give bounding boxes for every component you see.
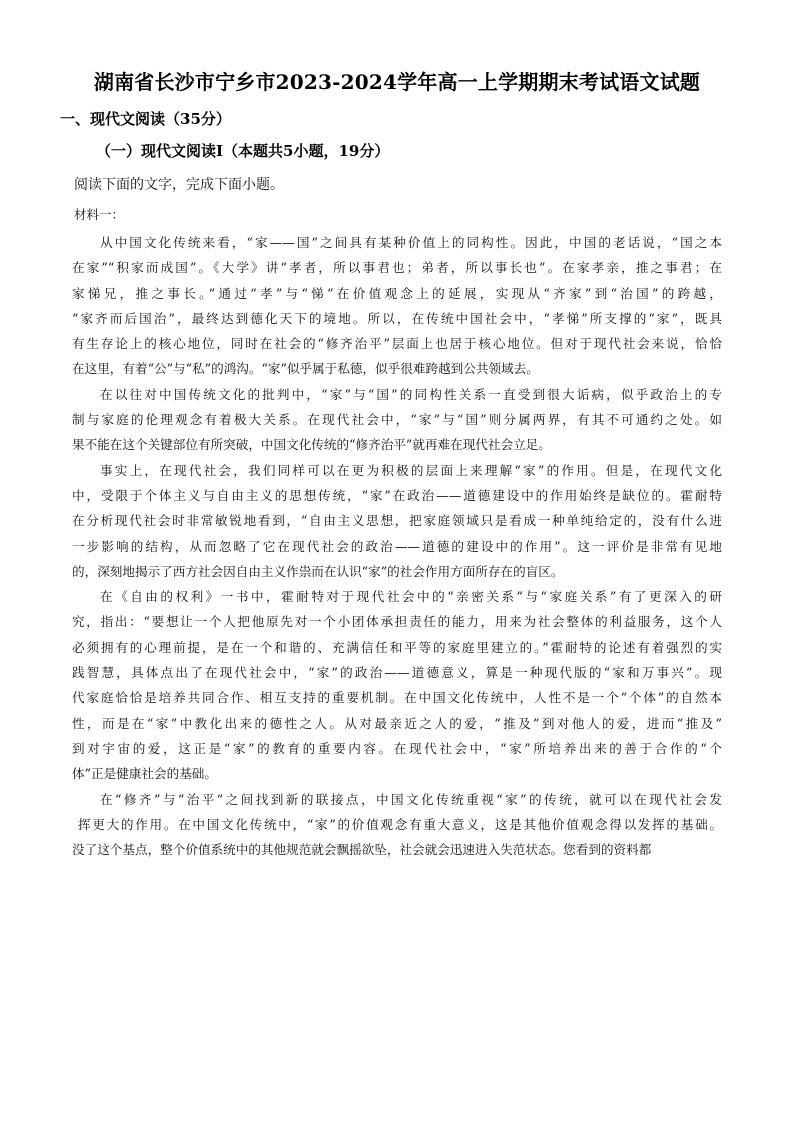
passage-line: 的，深刻地揭示了西方社会因自由主义作祟而在认识“家”的社会作用方面所存在的盲区。 bbox=[72, 563, 564, 579]
passage-line: 果不能在这个关键部位有所突破，中国文化传统的“修齐治平”就再难在现代社会立足。 bbox=[72, 437, 551, 453]
passage-line: 践智慧，具体点出了在现代社会中，“家”的政治——道德意义，算是一种现代版的“家和万事兴”。现 bbox=[72, 665, 722, 681]
passage-body bbox=[72, 230, 722, 862]
passage-line: 体”正是健康社会的基础。 bbox=[72, 766, 217, 782]
section-heading: 一、现代文阅读（35分） bbox=[60, 110, 231, 128]
passage-line: 挥更大的作用。在中国文化传统中，“家”的价值观念有重大意义，这是其他价值观念得以发挥的基础。 bbox=[78, 816, 722, 832]
passage-line: 家悌兄，推之事长。”通过“孝”与“悌”在价值观念上的延展，实现从“齐家”到“治国”的跨越， bbox=[72, 285, 722, 301]
passage-line: 到对宇宙的爱，这正是“家”的教育的重要内容。在现代社会中，“家”所培养出来的善于合作的“个 bbox=[72, 740, 722, 756]
passage-line: 一步影响的结构，从而忽略了它在现代社会的政治——道德的建设中的作用”。这一评价是非常有见地 bbox=[72, 538, 722, 554]
passage-line: 没了这个基点，整个价值系统中的其他规范就会飘摇欲坠，社会就会迅速进入失范状态。您看到的资料都 bbox=[72, 842, 652, 858]
passage-line: 从中国文化传统来看，“家——国”之间具有某种价值上的同构性。因此，中国的老话说，“国之本 bbox=[100, 235, 722, 250]
document-title: 湖南省长沙市宁乡市2023-2024学年高一上学期期末考试语文试题 bbox=[93, 70, 701, 94]
passage-line: 制与家庭的伦理观念有着极大关系。在现代社会中，“家”与“国”则分属两界，有其不可通约之处。如 bbox=[72, 412, 722, 428]
passage-line: 在分析现代社会时非常敏锐地看到，“自由主义思想，把家庭领域只是看成一种单纯给定的，没有什么进 bbox=[72, 513, 722, 529]
passage-line: 在《自由的权利》一书中，霍耐特对于现代社会中的“亲密关系”与“家庭关系”有了更深入的研 bbox=[100, 589, 722, 605]
passage-line: 中，受限于个体主义与自由主义的思想传统，“家”在政治——道德建设中的作用始终是缺位的。霍耐特 bbox=[72, 487, 722, 503]
passage-line: “家齐而后国治”，最终达到德化天下的境地。所以，在传统中国社会中，“孝悌”所支撑的“家”，既具 bbox=[72, 310, 722, 326]
passage-line: 在家”“积家而成国”。《大学》讲“孝者，所以事君也；弟者，所以事长也”。在家孝亲，推之事君；在 bbox=[72, 260, 722, 276]
passage-line: 在“修齐”与“治平”之间找到新的联接点，中国文化传统重视“家”的传统，就可以在现代社会发 bbox=[100, 791, 722, 807]
reading-instruction: 阅读下面的文字，完成下面小题。 bbox=[74, 177, 284, 193]
passage-line: 性，而是在“家”中教化出来的德性之人。从对最亲近之人的爱，“推及”到对他人的爱，进而“推及” bbox=[72, 715, 722, 731]
passage-line: 在以往对中国传统文化的批判中，“家”与“国”的同构性关系一直受到很大诟病，似乎政治上的专 bbox=[100, 386, 722, 402]
passage-line: 必须拥有的心理前提，是在一个和谐的、充满信任和平等的家庭里建立的。”霍耐特的论述有着强烈的实 bbox=[72, 639, 722, 655]
passage-line: 代家庭恰恰是培养共同合作、相互支持的重要机制。在中国文化传统中，人性不是一个“个体”的自然本 bbox=[72, 690, 722, 706]
material-label: 材料一： bbox=[74, 207, 125, 222]
passage-line: 有生存论上的核心地位，同时在社会的“修齐治平”层面上也居于核心地位。但对于现代社会来说，恰恰 bbox=[72, 336, 722, 352]
subsection-heading: （一）现代文阅读Ⅰ（本题共5小题，19分） bbox=[96, 142, 390, 160]
passage-line: 究，指出：“要想让一个人把他原先对一个小团体承担责任的能力，用来为社会整体的利益服务，这个人 bbox=[72, 614, 722, 630]
passage-line: 在这里，有着“公”与“私”的鸿沟。“家”似乎属于私德，似乎很难跨越到公共领域去。 bbox=[72, 361, 539, 377]
passage-line: 事实上，在现代社会，我们同样可以在更为积极的层面上来理解“家”的作用。但是，在现代文化 bbox=[100, 462, 722, 478]
